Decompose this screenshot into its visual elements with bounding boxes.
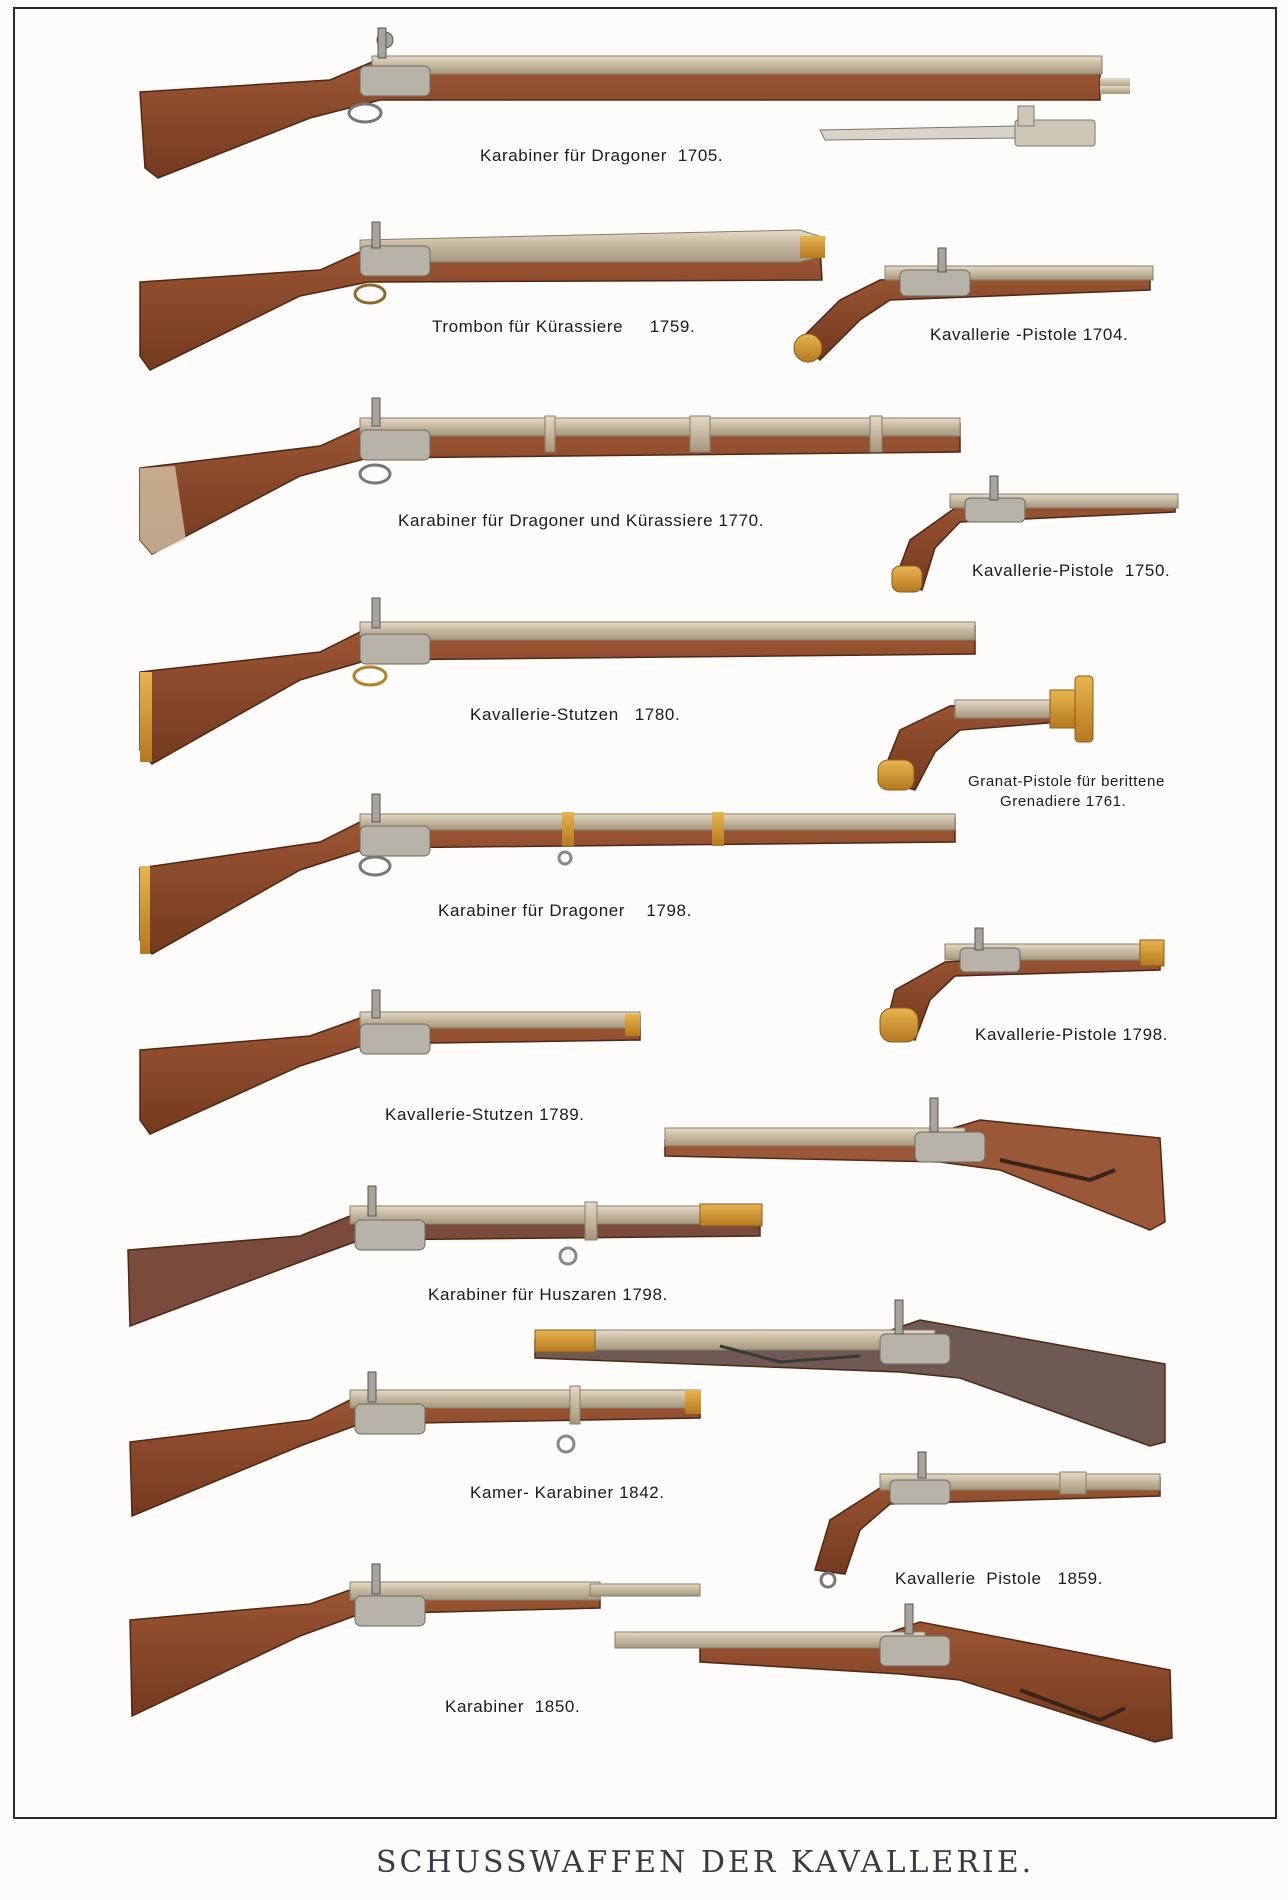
caption-kamer-karabiner-1842: Kamer- Karabiner 1842. bbox=[470, 1483, 665, 1502]
plate-title: SCHUSSWAFFEN DER KAVALLERIE. bbox=[376, 1845, 1035, 1880]
trombon-kurassiere-1759 bbox=[140, 222, 825, 370]
kavallerie-stutzen-1780 bbox=[140, 598, 975, 764]
karabiner-dragoner-1798 bbox=[140, 794, 955, 954]
caption-kavallerie-pistole-1859: Kavallerie Pistole 1859. bbox=[895, 1569, 1104, 1588]
caption-karabiner-dragoner-1798: Karabiner für Dragoner 1798. bbox=[438, 901, 692, 920]
caption-kavallerie-stutzen-1789: Kavallerie-Stutzen 1789. bbox=[385, 1105, 585, 1124]
caption-kavallerie-stutzen-1780: Kavallerie-Stutzen 1780. bbox=[470, 705, 681, 724]
kavallerie-pistole-1859 bbox=[815, 1452, 1160, 1587]
kavallerie-pistole-1704 bbox=[794, 248, 1153, 362]
caption-karabiner-1850: Karabiner 1850. bbox=[445, 1697, 581, 1716]
reversed-rifle-middle bbox=[535, 1300, 1165, 1446]
caption-granat-pistole-line2: Grenadiere 1761. bbox=[1000, 793, 1127, 810]
karabiner-huszaren-1798 bbox=[128, 1186, 762, 1326]
caption-kavallerie-pistole-1798: Kavallerie-Pistole 1798. bbox=[975, 1025, 1168, 1044]
caption-kavallerie-pistole-1750: Kavallerie-Pistole 1750. bbox=[972, 561, 1171, 580]
caption-karabiner-dragoner-1705: Karabiner für Dragoner 1705. bbox=[480, 146, 724, 165]
karabiner-dragoner-kurassiere-1770 bbox=[140, 398, 960, 554]
caption-karabiner-dragoner-kurassiere-1770: Karabiner für Dragoner und Kürassiere 1770. bbox=[398, 511, 764, 530]
caption-trombon-kurassiere-1759: Trombon für Kürassiere 1759. bbox=[432, 317, 696, 336]
caption-karabiner-huszaren-1798: Karabiner für Huszaren 1798. bbox=[428, 1285, 668, 1304]
reversed-rifle-lower bbox=[615, 1604, 1172, 1742]
caption-kavallerie-pistole-1704: Kavallerie -Pistole 1704. bbox=[930, 325, 1129, 344]
caption-granat-pistole-line1: Granat-Pistole für berittene bbox=[968, 773, 1165, 790]
